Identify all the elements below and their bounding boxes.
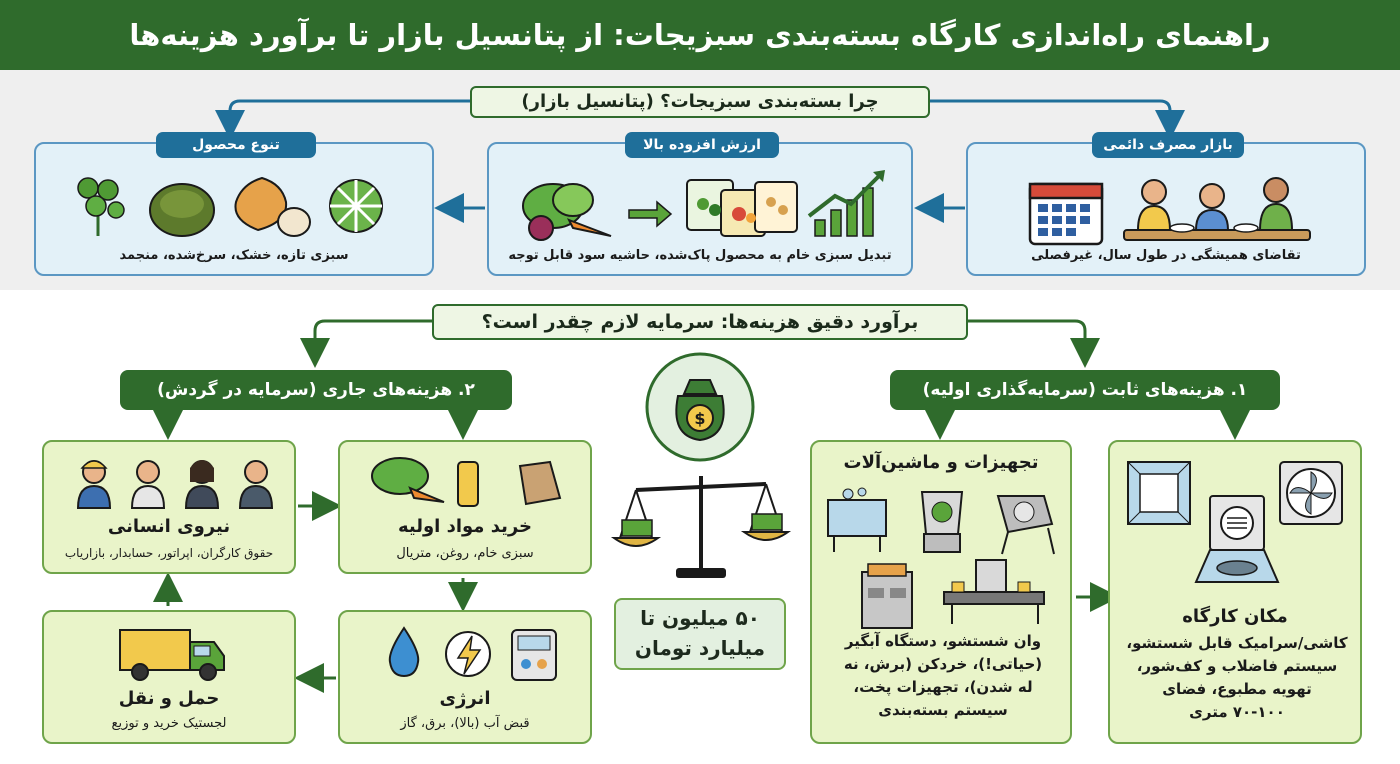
equipment-line-2: (حیاتی!)، خردکن (برش، نه <box>843 655 1043 673</box>
svg-text:$: $ <box>694 409 706 428</box>
investment-range-box <box>614 598 786 670</box>
workshop-facility-icon <box>1110 442 1364 602</box>
transport-subtitle: لجستیک خرید و توزیع <box>111 716 227 731</box>
truck-icon <box>44 618 298 684</box>
market-caption-variety: سبزی تازه، خشک، سرخ‌شده، منجمد <box>119 248 349 263</box>
raw-materials-title: خرید مواد اولیه <box>397 516 533 537</box>
equipment-box <box>810 440 1072 744</box>
energy-subtitle: قبض آب (بالا)، برق، گاز <box>400 716 530 731</box>
money-bag-icon <box>640 352 760 462</box>
transport-box <box>42 610 296 744</box>
labor-title: نیروی انسانی <box>107 516 231 537</box>
market-heading: چرا بسته‌بندی سبزیجات؟ (پتانسیل بازار) <box>470 86 930 118</box>
energy-box <box>338 610 592 744</box>
machinery-icons <box>812 472 1074 632</box>
equipment-line-3: له شدن)، تجهیزات پخت، <box>853 678 1033 696</box>
market-card-permanent <box>966 137 1366 276</box>
utilities-icon <box>340 618 594 684</box>
investment-range-line-2: میلیارد تومان <box>634 636 766 660</box>
workshop-title: مکان کارگاه <box>1182 606 1288 627</box>
workshop-line-1: کاشی/سرامیک قابل شستشو، <box>1126 634 1348 652</box>
market-caption-permanent: تقاضای همیشگی در طول سال، غیرفصلی <box>1031 248 1301 263</box>
market-tag-variety: تنوع محصول <box>156 132 316 158</box>
equipment-line-4: سیستم بسته‌بندی <box>878 701 1008 719</box>
market-card-variety <box>34 137 434 276</box>
equipment-line-1: وان شستشو، دستگاه آبگیر <box>844 632 1042 650</box>
packaging-line-icon <box>944 560 1044 624</box>
market-card-value-added <box>487 137 913 276</box>
equipment-title: تجهیزات و ماشین‌آلات <box>843 452 1039 473</box>
market-tag-value-added: ارزش افزوده بالا <box>625 132 779 158</box>
workshop-line-4: ۷۰-۱۰۰ متری <box>1189 703 1285 721</box>
energy-title: انرژی <box>439 688 491 709</box>
spin-dryer-icon <box>922 492 962 552</box>
washing-tub-icon <box>828 488 886 552</box>
workshop-line-2: سیستم فاضلاب و کف‌شور، <box>1136 657 1338 675</box>
raw-materials-box <box>338 440 592 574</box>
labor-subtitle: حقوق کارگران، اپراتور، حسابدار، بازاریاب <box>64 546 274 560</box>
transport-title: حمل و نقل <box>118 688 220 709</box>
fryer-icon <box>862 564 912 628</box>
workshop-location-box <box>1108 440 1362 744</box>
cutter-machine-icon <box>998 496 1054 554</box>
raw-materials-icon <box>340 448 594 512</box>
costs-heading: برآورد دقیق هزینه‌ها: سرمایه لازم چقدر است؟ <box>432 304 968 340</box>
investment-range-line-1: ۵۰ میلیون تا <box>640 606 760 630</box>
balance-scale-icon <box>606 468 796 588</box>
fixed-costs-label: ۱. هزینه‌های ثابت (سرمایه‌گذاری اولیه) <box>890 370 1280 410</box>
workshop-line-3: تهویه مطبوع، فضای <box>1162 680 1312 698</box>
workers-icon <box>44 448 298 512</box>
raw-materials-subtitle: سبزی خام، روغن، متریال <box>396 546 534 561</box>
page-title: راهنمای راه‌اندازی کارگاه بسته‌بندی سبزیجات: از پتانسیل بازار تا برآورد هزینه‌ها <box>129 18 1271 52</box>
labor-box <box>42 440 296 574</box>
current-costs-label: ۲. هزینه‌های جاری (سرمایه در گردش) <box>120 370 512 410</box>
market-tag-permanent: بازار مصرف دائمی <box>1092 132 1244 158</box>
market-caption-value-added: تبدیل سبزی خام به محصول پاک‌شده، حاشیه سود قابل توجه <box>508 248 892 263</box>
